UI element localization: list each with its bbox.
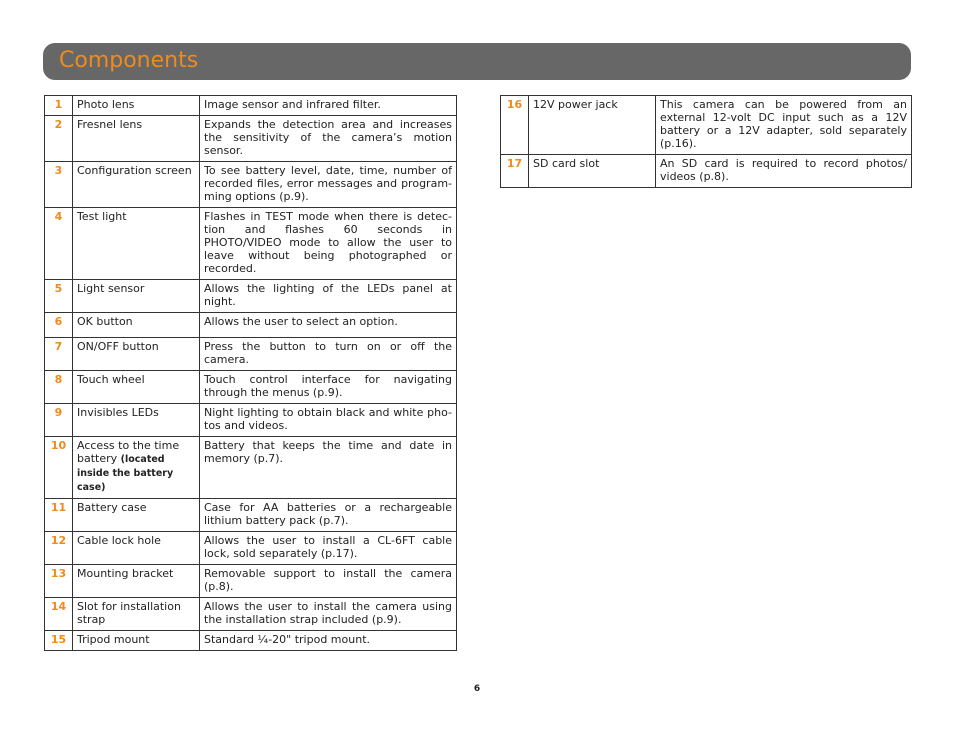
component-description: Allows the user to install a CL-6FT cable lock, sold separately (p.17). bbox=[200, 532, 457, 565]
component-name: Touch wheel bbox=[77, 373, 145, 386]
component-name: Fresnel lens bbox=[77, 118, 143, 131]
table-row bbox=[45, 96, 457, 116]
table-row bbox=[45, 116, 457, 162]
component-number: 12 bbox=[45, 532, 73, 565]
component-name-cell bbox=[73, 499, 200, 532]
component-name-cell bbox=[529, 155, 656, 188]
component-name: Test light bbox=[77, 210, 127, 223]
component-description: Battery that keeps the time and date in memory (p.7). bbox=[200, 437, 457, 499]
component-name: Battery case bbox=[77, 501, 147, 514]
component-name-cell bbox=[73, 338, 200, 371]
table-row bbox=[45, 631, 457, 651]
component-number: 10 bbox=[45, 437, 73, 499]
component-number: 6 bbox=[45, 313, 73, 338]
components-table-right bbox=[500, 95, 912, 188]
page-title: Components bbox=[59, 48, 199, 73]
component-name-cell bbox=[73, 532, 200, 565]
component-name: 12V power jack bbox=[533, 98, 618, 111]
component-name-cell bbox=[73, 598, 200, 631]
component-name: Slot for installation strap bbox=[77, 600, 181, 626]
component-number: 9 bbox=[45, 404, 73, 437]
component-name: Configuration screen bbox=[77, 164, 192, 177]
component-description: Allows the user to install the camera using the installation strap included (p.9). bbox=[200, 598, 457, 631]
component-name-cell bbox=[73, 437, 200, 499]
table-row bbox=[45, 338, 457, 371]
component-name-cell bbox=[73, 565, 200, 598]
table-row bbox=[45, 404, 457, 437]
component-description: Image sensor and infrared filter. bbox=[200, 96, 457, 116]
table-row bbox=[501, 96, 912, 155]
component-description: An SD card is required to record photos/ videos (p.8). bbox=[656, 155, 912, 188]
component-description: Case for AA batteries or a rechargeable lithium battery pack (p.7). bbox=[200, 499, 457, 532]
component-name-cell bbox=[73, 313, 200, 338]
component-number: 15 bbox=[45, 631, 73, 651]
component-description: This camera can be powered from an external 12-volt DC input such as a 12V battery or a 12V adapter, sold separately (p.16). bbox=[656, 96, 912, 155]
component-name-cell bbox=[73, 116, 200, 162]
component-number: 2 bbox=[45, 116, 73, 162]
table-row bbox=[45, 565, 457, 598]
component-number: 13 bbox=[45, 565, 73, 598]
component-name: Photo lens bbox=[77, 98, 135, 111]
component-name: ON/OFF button bbox=[77, 340, 159, 353]
component-name-cell bbox=[73, 96, 200, 116]
component-description: Night lighting to obtain black and white pho-tos and videos. bbox=[200, 404, 457, 437]
component-number: 4 bbox=[45, 208, 73, 280]
component-description: Allows the user to select an option. bbox=[200, 313, 457, 338]
table-row bbox=[45, 371, 457, 404]
component-name: Access to the time battery bbox=[77, 439, 180, 465]
component-name: Mounting bracket bbox=[77, 567, 174, 580]
section-header-bar bbox=[43, 43, 911, 80]
component-description: Touch control interface for navigating through the menus (p.9). bbox=[200, 371, 457, 404]
component-number: 17 bbox=[501, 155, 529, 188]
component-description: Flashes in TEST mode when there is detec-tion and flashes 60 seconds in PHOTO/VIDEO mode to allow the user to leave without being photographed or recorded. bbox=[200, 208, 457, 280]
component-number: 5 bbox=[45, 280, 73, 313]
table-row bbox=[45, 499, 457, 532]
component-number: 8 bbox=[45, 371, 73, 404]
component-description: Allows the lighting of the LEDs panel at night. bbox=[200, 280, 457, 313]
page-number: 6 bbox=[473, 684, 481, 694]
component-name-cell bbox=[73, 162, 200, 208]
component-name: OK button bbox=[77, 315, 133, 328]
table-row bbox=[45, 280, 457, 313]
component-name-cell bbox=[73, 208, 200, 280]
components-table-left bbox=[44, 95, 457, 651]
component-name-cell bbox=[73, 280, 200, 313]
component-description: Press the button to turn on or off the camera. bbox=[200, 338, 457, 371]
component-name: Cable lock hole bbox=[77, 534, 161, 547]
component-name: Light sensor bbox=[77, 282, 145, 295]
table-row bbox=[501, 155, 912, 188]
component-number: 1 bbox=[45, 96, 73, 116]
component-name-cell bbox=[529, 96, 656, 155]
table-row bbox=[45, 437, 457, 499]
component-number: 7 bbox=[45, 338, 73, 371]
component-name-note: (located inside the battery case) bbox=[77, 454, 174, 493]
component-description: Removable support to install the camera (p.8). bbox=[200, 565, 457, 598]
component-name: Invisibles LEDs bbox=[77, 406, 159, 419]
component-number: 14 bbox=[45, 598, 73, 631]
table-row bbox=[45, 598, 457, 631]
table-row bbox=[45, 532, 457, 565]
component-name: Tripod mount bbox=[77, 633, 150, 646]
component-name: SD card slot bbox=[533, 157, 600, 170]
component-number: 11 bbox=[45, 499, 73, 532]
table-row bbox=[45, 313, 457, 338]
table-row bbox=[45, 162, 457, 208]
component-name-cell bbox=[73, 404, 200, 437]
component-description: Standard ¼-20" tripod mount. bbox=[200, 631, 457, 651]
component-description: To see battery level, date, time, number of recorded files, error messages and program-ming options (p.9). bbox=[200, 162, 457, 208]
table-row bbox=[45, 208, 457, 280]
component-number: 3 bbox=[45, 162, 73, 208]
component-number: 16 bbox=[501, 96, 529, 155]
component-name-cell bbox=[73, 631, 200, 651]
component-name-cell bbox=[73, 371, 200, 404]
component-description: Expands the detection area and increases the sensitivity of the camera’s motion sensor. bbox=[200, 116, 457, 162]
